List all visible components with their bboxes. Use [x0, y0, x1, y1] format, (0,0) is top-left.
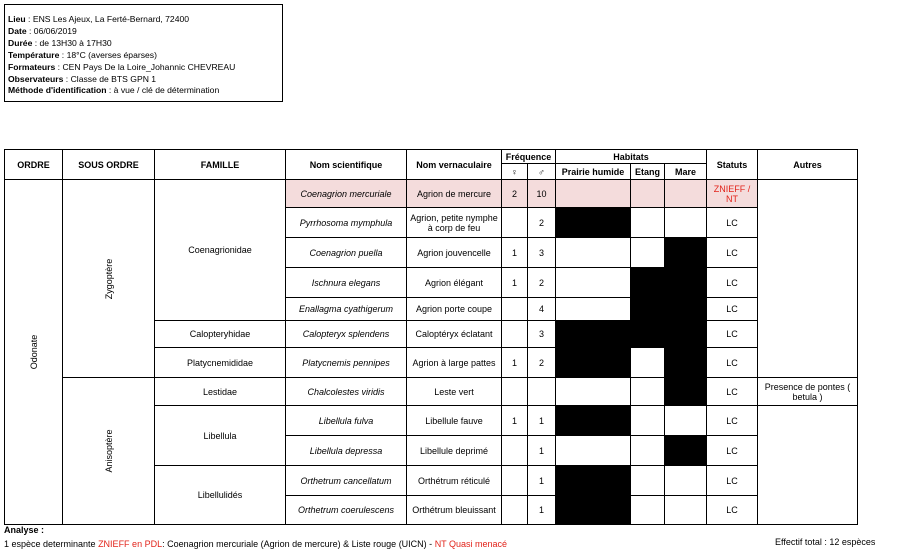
habitat-mare-cell [665, 466, 707, 496]
habitat-mare-cell [665, 238, 707, 268]
female-symbol: ♀ [502, 164, 528, 180]
famille-cell: Platycnemididae [155, 348, 286, 378]
autres-cell [758, 180, 858, 378]
lieu-value: : ENS Les Ajeux, La Ferté-Bernard, 72400 [25, 14, 190, 24]
col-autres-header: Autres [758, 150, 858, 180]
male-count-cell: 10 [528, 180, 556, 208]
survey-info-box [4, 4, 283, 102]
duree-label: Durée [8, 37, 33, 48]
nom-vernaculaire-cell: Agrion, petite nymphe à corp de feu [407, 208, 502, 238]
female-count-cell [502, 496, 528, 525]
statut-cell: LC [707, 496, 758, 525]
male-count-cell [528, 378, 556, 406]
table-row [5, 378, 858, 406]
species-table [4, 149, 858, 525]
habitat-etang-cell [631, 321, 665, 348]
habitat-prairie-cell [556, 180, 631, 208]
habitat-mare-cell [665, 406, 707, 436]
date-value: : 06/06/2019 [26, 25, 77, 36]
nom-scientifique-cell: Libellula fulva [286, 406, 407, 436]
analyse-znieff: ZNIEFF en PDL [98, 539, 163, 549]
female-count-cell: 1 [502, 238, 528, 268]
statut-cell: ZNIEFF / NT [707, 180, 758, 208]
habitat-mare-cell [665, 268, 707, 298]
habitat-etang-cell [631, 378, 665, 406]
nom-scientifique-cell: Coenagrion mercuriale [286, 180, 407, 208]
nom-scientifique-cell: Enallagma cyathigerum [286, 298, 407, 321]
nom-scientifique-cell: Coenagrion puella [286, 238, 407, 268]
habitat-etang-cell [631, 208, 665, 238]
habitat-etang-cell [631, 496, 665, 525]
habitat-prairie-cell [556, 466, 631, 496]
ordre-label: Odonate [28, 334, 39, 370]
habitat-prairie-cell [556, 496, 631, 525]
habitat-mare-header: Mare [665, 164, 707, 180]
col-nom-scientifique-header: Nom scientifique [286, 150, 407, 180]
formateurs-value: : CEN Pays De la Loire_Johannic CHEVREAU [55, 61, 236, 72]
analyse-label: Analyse : [4, 525, 45, 535]
statut-cell: LC [707, 466, 758, 496]
formateurs-label: Formateurs [8, 61, 56, 72]
habitat-etang-header: Etang [631, 164, 665, 180]
habitat-mare-cell [665, 208, 707, 238]
female-count-cell: 1 [502, 406, 528, 436]
statut-cell: LC [707, 238, 758, 268]
nom-scientifique-cell: Chalcolestes viridis [286, 378, 407, 406]
famille-cell: Libellulidés [155, 466, 286, 525]
nom-scientifique-cell: Platycnemis pennipes [286, 348, 407, 378]
male-count-cell: 3 [528, 321, 556, 348]
habitat-mare-cell [665, 321, 707, 348]
analyse-nt-status: NT Quasi menacé [434, 539, 508, 549]
nom-vernaculaire-cell: Caloptéryx éclatant [407, 321, 502, 348]
famille-cell: Lestidae [155, 378, 286, 406]
col-ordre-header: ORDRE [5, 150, 63, 180]
nom-vernaculaire-cell: Libellule deprimé [407, 436, 502, 466]
col-statuts-header: Statuts [707, 150, 758, 180]
female-count-cell [502, 208, 528, 238]
statut-cell: LC [707, 208, 758, 238]
male-count-cell: 1 [528, 436, 556, 466]
observateurs-value: : Classe de BTS GPN 1 [63, 73, 157, 84]
col-nom-vernaculaire-header: Nom vernaculaire [407, 150, 502, 180]
female-count-cell [502, 436, 528, 466]
female-count-cell [502, 298, 528, 321]
statut-cell: LC [707, 378, 758, 406]
habitat-etang-cell [631, 466, 665, 496]
nom-scientifique-cell: Ischnura elegans [286, 268, 407, 298]
autres-cell [758, 406, 858, 525]
nom-scientifique-cell: Orthetrum cancellatum [286, 466, 407, 496]
temperature-label: Température [8, 49, 60, 60]
table-row [5, 180, 858, 208]
date-label: Date [8, 25, 27, 36]
statut-cell: LC [707, 348, 758, 378]
male-count-cell: 2 [528, 268, 556, 298]
famille-cell: Libellula [155, 406, 286, 466]
nom-scientifique-cell: Calopteryx splendens [286, 321, 407, 348]
statut-cell: LC [707, 298, 758, 321]
famille-cell: Coenagrionidae [155, 180, 286, 321]
habitat-etang-cell [631, 238, 665, 268]
female-count-cell: 2 [502, 180, 528, 208]
famille-cell: Calopteryhidae [155, 321, 286, 348]
habitat-prairie-cell [556, 436, 631, 466]
nom-vernaculaire-cell: Leste vert [407, 378, 502, 406]
habitat-prairie-cell [556, 238, 631, 268]
habitat-prairie-cell [556, 348, 631, 378]
habitat-mare-cell [665, 348, 707, 378]
temperature-value: : 18°C (averses éparses) [59, 49, 157, 60]
habitat-mare-cell [665, 298, 707, 321]
methode-label: Méthode d'identification [8, 85, 107, 96]
female-count-cell [502, 466, 528, 496]
sous-ordre-label: Zygoptère [103, 258, 114, 299]
male-count-cell: 1 [528, 466, 556, 496]
habitat-prairie-cell [556, 208, 631, 238]
female-count-cell: 1 [502, 268, 528, 298]
habitat-etang-cell [631, 298, 665, 321]
nom-vernaculaire-cell: Libellule fauve [407, 406, 502, 436]
male-count-cell: 3 [528, 238, 556, 268]
sous-ordre-label: Anisoptère [103, 429, 114, 473]
nom-vernaculaire-cell: Agrion à large pattes [407, 348, 502, 378]
habitat-prairie-cell [556, 321, 631, 348]
habitat-etang-cell [631, 436, 665, 466]
nom-vernaculaire-cell: Orthétrum réticulé [407, 466, 502, 496]
observateurs-label: Observateurs [8, 73, 64, 84]
nom-scientifique-cell: Pyrrhosoma mymphula [286, 208, 407, 238]
nom-vernaculaire-cell: Agrion jouvencelle [407, 238, 502, 268]
duree-value: : de 13H30 à 17H30 [32, 37, 112, 48]
col-famille-header: FAMILLE [155, 150, 286, 180]
analyse-text [4, 537, 507, 551]
sous-ordre-zygoptere-cell [63, 180, 155, 378]
habitat-mare-cell [665, 180, 707, 208]
col-frequence-header: Fréquence [502, 150, 556, 164]
female-count-cell [502, 321, 528, 348]
male-count-cell: 2 [528, 348, 556, 378]
habitat-mare-cell [665, 436, 707, 466]
methode-value: : à vue / clé de détermination [106, 85, 220, 96]
statut-cell: LC [707, 321, 758, 348]
analyse-prefix: 1 espèce determinante [4, 539, 99, 549]
col-sous-ordre-header: SOUS ORDRE [63, 150, 155, 180]
female-count-cell [502, 378, 528, 406]
male-count-cell: 1 [528, 406, 556, 436]
analyse-block [4, 523, 507, 551]
sous-ordre-anisoptere-cell [63, 378, 155, 525]
nom-scientifique-cell: Libellula depressa [286, 436, 407, 466]
habitat-prairie-cell [556, 378, 631, 406]
male-count-cell: 1 [528, 496, 556, 525]
effectif-total: Effectif total : 12 espèces [775, 537, 876, 547]
habitat-mare-cell [665, 496, 707, 525]
nom-scientifique-cell: Orthetrum coerulescens [286, 496, 407, 525]
statut-cell: LC [707, 406, 758, 436]
male-count-cell: 4 [528, 298, 556, 321]
lieu-label: Lieu [8, 14, 26, 24]
habitat-etang-cell [631, 180, 665, 208]
nom-vernaculaire-cell: Agrion porte coupe [407, 298, 502, 321]
ordre-cell [5, 180, 63, 525]
habitat-mare-cell [665, 378, 707, 406]
male-symbol: ♂ [528, 164, 556, 180]
statut-cell: LC [707, 268, 758, 298]
habitat-prairie-header: Prairie humide [556, 164, 631, 180]
male-count-cell: 2 [528, 208, 556, 238]
habitat-etang-cell [631, 268, 665, 298]
female-count-cell: 1 [502, 348, 528, 378]
col-habitats-header: Habitats [556, 150, 707, 164]
habitat-etang-cell [631, 406, 665, 436]
habitat-prairie-cell [556, 298, 631, 321]
habitat-prairie-cell [556, 268, 631, 298]
habitat-etang-cell [631, 348, 665, 378]
nom-vernaculaire-cell: Orthétrum bleuissant [407, 496, 502, 525]
nom-vernaculaire-cell: Agrion de mercure [407, 180, 502, 208]
statut-cell: LC [707, 436, 758, 466]
nom-vernaculaire-cell: Agrion élégant [407, 268, 502, 298]
autres-cell: Presence de pontes ( betula ) [758, 378, 858, 406]
analyse-middle: : Coenagrion mercuriale (Agrion de mercure) & Liste rouge (UICN) - [162, 539, 435, 549]
habitat-prairie-cell [556, 406, 631, 436]
